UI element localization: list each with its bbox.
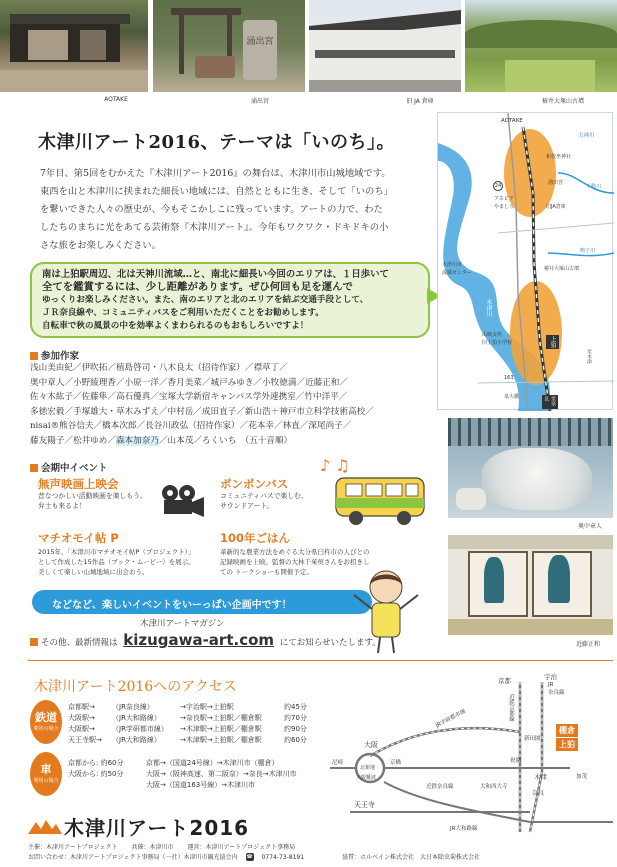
artists-segment: 藤友陽子／松井ゆめ／ [30,435,116,446]
footer-cohost: 共催：木津川市 [131,844,174,851]
am-tennoji: 天王寺 [354,801,375,809]
bubble-line: ＪＲ奈良線や、コミュニティバスをご利用いただくことをお勧めします。 [42,308,324,318]
event-4-title: 100年ごはん [220,531,291,545]
rail-from: 大阪駅→ [68,725,95,733]
am-shikanai: 祝園 [510,758,522,764]
map-label-route24: 24 [494,183,502,189]
photo-ja-warehouse [309,0,461,92]
rail-line: （JR大和路線） [112,736,161,744]
am-gakken: JR学研都市線 [434,708,467,730]
access-divider [28,660,613,661]
square-bullet-icon [30,352,38,360]
footer-row-1 [28,843,613,853]
intro-line: を繋いできた人々の歴史が、今もそこかしこに残っています。アートの力で、わた [40,204,383,215]
rail-to: →奈良駅→上狛駅／棚倉駅 [180,714,262,722]
am-yamatosaidaiji: 大和西大寺 [480,784,508,790]
bus-illustration-icon [330,470,430,528]
map-label-right1: 至木津 [586,349,592,364]
rail-badge [30,700,62,744]
area-map-svg [438,113,614,411]
artists-line: 多徳宏毅／手塚雄大・草木みずえ／中村岳／成田直子／新山浩＋神戸市立科学技術高校／ [30,406,374,417]
artists-highlight: 森本加奈乃 [115,435,159,446]
footer-row-2 [28,853,613,863]
logo-text: 木津川アート2016 [64,816,250,840]
events-heading-text: 会期中イベント [41,463,108,474]
am-uji: 宇治 [544,673,557,681]
am-shinden: 新田園 [524,736,541,742]
rail-from: 京都駅→ [68,703,95,711]
rail-row [68,735,307,746]
artists-line: 奥中章人／小野綾理香／小原一洋／香月美菜／城戸みゆき／小牧徳満／近藤正和／ [30,377,348,388]
event-3-text: 2015年、「木津川市マチオモイ帖P（プロジェクト）」 として作成した15作品（ブック・ムービー）を展示。 美しくて楽しい山城地域に出会おう。 [38,548,195,576]
footer [28,843,613,863]
magazine-line [30,631,381,649]
map-label-kumi: 山城支所 [482,332,503,338]
rail-row [68,702,307,713]
map-label-hashi: 泉大橋 [504,394,520,400]
car-route: 大阪→（阪神高速、第二阪奈）→奈良→木津川市 [146,770,297,778]
photo-izumo [153,0,305,92]
footer-tel: 0774-73-8191 [261,854,305,861]
am-osakanamba: 大阪難波 [356,775,377,781]
car-time: 大阪から: 約50分 [68,770,124,778]
artists-list [30,361,435,448]
rail-line: （JR奈良線） [112,703,154,711]
rail-time: 約90分 [284,725,307,733]
magazine-url[interactable]: kizugawa-art.com [123,631,275,649]
magazine-suffix: にてお知らせいたします。 [279,638,381,648]
intro-line: したちのまちに光をあてる芸術祭『木津川アート』。今年もワクワク・ドキドキの小 [40,222,389,233]
am-kyoto: 京都 [498,677,511,685]
access-map [330,672,613,840]
am-yamatoji: JR大和路線 [450,826,478,832]
map-label-kaba: 鳴子川 [580,248,596,254]
rail-to: →宇治駅→上狛駅 [180,703,234,711]
artists-line [30,434,435,449]
artists-line: nisai®熊谷信夫／橋本次郎／長谷川政弘（招待作家）／花本幸／林直／深尾尚子／ [30,421,352,431]
logo-mountains-icon [28,818,62,834]
map-label-fudo: 不動川 [586,184,602,190]
square-bullet-icon [30,638,38,646]
event-1-text: 昔なつかしい活動映画を楽しもう。 弁士も来るよ！ [38,492,147,510]
headline: 木津川アート2016、テーマは「いのち」。 [38,132,396,153]
rail-time: 約60分 [284,736,307,744]
map-label-tenjin: 天神川 [578,133,595,139]
map-label-bottom: 至奈良 [542,395,558,409]
rail-line: （JR学研都市線） [112,725,168,733]
intro-line: 7年目、第5回をむかえた『木津川アート2016』の舞台は、木津川市山城地域です。 [40,168,391,179]
photo-kondo-caption: 近藤正和 [575,641,600,648]
photo-aotake [0,0,148,92]
photo-tsubai-caption: 椿井大塚山古墳 [541,98,584,105]
map-label-jinja: 和伎坐神社 [546,154,572,160]
film-camera-icon [158,484,204,518]
rail-row [68,724,307,735]
rail-table [68,702,307,746]
map-label-tsubai: 椿井大塚山古墳 [544,266,580,272]
event-2-title: ポンポンバス [220,477,289,491]
izumo-stone-sign: 涌出宮 [246,37,274,47]
event-3-title: マチオモイ帖 P [38,531,119,545]
car-times [68,758,124,780]
am-kintetsu: 近鉄京都線 [508,694,514,722]
footer-operator: 運営：木津川アートプロジェクト事務局 [187,844,296,851]
intro-line: さな旅をお楽しみください。 [40,240,161,251]
bubble-line: 自転車で秋の風景の中を効率よくまわられるのもおもしろいですよ！ [42,321,309,331]
footer-contact: お問い合わせ：木津川アートプロジェクト事務局（一社）木津川市観光協会内 [28,854,238,861]
rail-line: （JR大和路線） [112,714,161,722]
artists-line: 浅山美由紀／伊吹拓／植島啓司・八木良太（招待作家）／襟草丁／ [30,363,288,373]
access-heading: 木津川アート2016へのアクセス [34,679,237,695]
car-route: 大阪→（国道163号線）→木津川市 [146,781,256,789]
photo-izumo-caption: 涌出宮 [250,98,269,105]
event-2-text: コミュニティバスで楽しむ、 サウンドアート。 [220,492,308,510]
car-time: 京都から: 約60分 [68,759,124,767]
am-nara: 奈良 [532,790,545,797]
rail-to: →木津駅→上狛駅／棚倉駅 [180,736,262,744]
music-notes-icon: ♪ ♫ [320,456,350,475]
rail-time: 約70分 [284,714,307,722]
rail-from: 大阪駅→ [68,714,95,722]
footer-organizer: 主催：木津川アートプロジェクト [28,844,118,851]
rail-badge-sub: 利用の場合 [33,726,59,732]
phone-icon: ☎ [246,854,253,860]
car-badge-sub: 利用の場合 [33,778,59,784]
event-1-title: 無声映画上映会 [38,477,119,491]
bubble-text [42,268,424,333]
car-badge-label: 車 [40,763,52,776]
area-map [437,112,613,410]
am-kamikoma: 上狛 [556,738,578,751]
am-kyobashi: 京橋 [390,760,402,766]
map-label-izumo: 湧出宮 [548,180,564,186]
photo-okunaka [448,418,613,518]
am-kitashinchi: 北新地 [360,765,376,771]
events-heading [30,460,108,474]
events-banner-text: などなど、楽しいイベントをいーっぱい企画中です！ [52,600,292,611]
map-label-ja: 旧JA倉庫 [546,204,566,210]
rail-to: →木津駅→上狛駅／棚倉駅 [180,725,262,733]
am-tanakura: 棚倉 [556,724,578,737]
intro-paragraph [40,165,435,255]
map-label-river: 木津川 [485,299,492,317]
map-label-center: 木津川市 [442,262,463,268]
rail-row [68,713,307,724]
car-routes [146,758,297,791]
intro-line: 東西を山と木津川に挟まれた細長い地域には、自然とともに生き、そして「いのち」 [40,186,393,197]
rail-badge-label: 鉄道 [35,711,57,724]
magazine-label: 木津川アートマガジン [140,619,225,629]
bubble-line: ゆっくりお楽しみください。また、南のエリアと北のエリアを結ぶ交通手段として、 [42,295,369,305]
car-route: 京都→（国道24号線）→木津川市（棚倉） [146,759,279,767]
artists-heading [30,348,79,362]
map-label-kumi2: 旧上狛小学校 [482,340,513,346]
rail-time: 約45分 [284,703,307,711]
am-amagasaki: 尼崎 [332,760,344,766]
photo-tsubai [465,0,617,92]
artists-heading-text: 参加作家 [41,351,80,362]
artists-segment: ／山本茂／ろくいち （五十音順） [158,435,293,446]
map-label-aotake: AOTAKE [501,118,523,124]
photo-kondo [448,535,613,635]
event-4-text: 革新的な農業方法をめぐる大分県臼杵市の人びとの 記録映画を上映。監督の大林千茱萸さんをお招きし ての トークショーも開催予定。 [220,548,370,576]
am-jrnara: JR 奈良線 [548,682,565,696]
car-badge [30,752,62,796]
magazine-prefix: その他、最新情報は [41,638,118,648]
map-label-yamashiro: やましろ [494,204,515,210]
bubble-line: 全てを鑑賞するには、少し距離があります。ぜひ何回も足を運んで [42,281,353,293]
map-label-ue: 上狛 [546,335,559,349]
artists-line: 佐々木紘子／佐藤隼／高石優真／宝塚大学新宿キャンパス学外連携室／竹中洋平／ [30,392,348,402]
bubble-line: 南は上狛駅周辺、北は天神川流域…と、南北に細長い今回のエリアは、１日歩いて [42,269,389,280]
photo-aotake-caption: AOTAKE [104,96,128,103]
map-label-asubi: アスピア [494,196,514,202]
map-label-route163: 163 [504,375,514,381]
am-kamo: 加茂 [576,774,588,780]
photo-okunaka-caption: 奥中章人 [577,523,602,530]
am-kintetsunara: 近鉄奈良線 [426,784,454,790]
photo-ja-caption: 旧 JA 倉庫 [406,98,434,105]
square-bullet-icon [30,464,38,472]
rail-from: 天王寺駅→ [68,736,102,744]
am-osaka: 大阪 [364,741,378,749]
map-label-center2: 流域センター [442,270,472,276]
footer-sponsor: 協賛：ホルベイン株式会社 大日本除虫菊株式会社 [342,854,481,861]
am-kizu: 木津 [534,773,547,781]
